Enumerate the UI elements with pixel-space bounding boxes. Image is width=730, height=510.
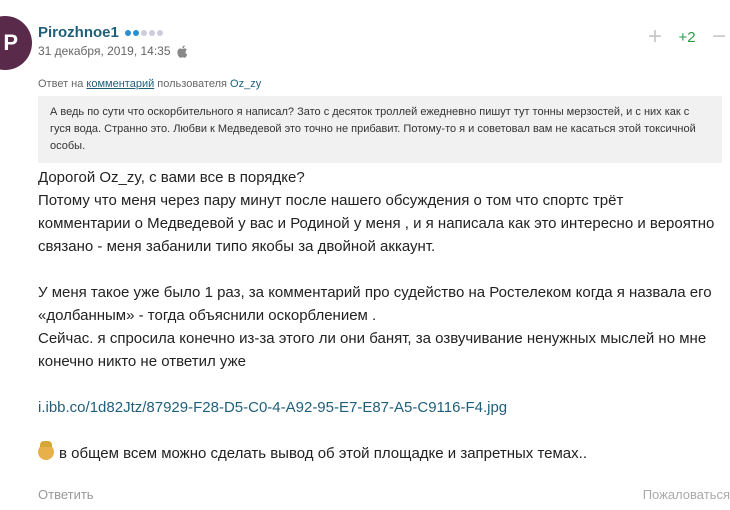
avatar-letter: P xyxy=(3,30,18,55)
downvote-button[interactable]: − xyxy=(711,23,726,50)
reply-to-middle: пользователя xyxy=(157,78,227,90)
image-link[interactable]: i.ibb.co/1d82Jtz/87929-F28-D5-C0-4-A92-95-E7-E87-A5-C9116-F4.jpg xyxy=(38,399,508,416)
username[interactable]: Pirozhnoe1 xyxy=(38,24,119,41)
quoted-comment: А ведь по сути что оскорбительного я написал? Зато с десяток троллей ежедневно пишут тут тонны мерзостей, и с них как с гуся вода. Странно это. Любви к Медведевой это точно не прибавит. Потому-то я и советовал вам не касаться этой токсичной особы. xyxy=(38,96,722,163)
body-last-text: в общем всем можно сделать вывод об этой площадке и запретных темах.. xyxy=(59,445,587,462)
rating-dot xyxy=(157,30,163,36)
comment-author[interactable] xyxy=(38,24,163,41)
vote-widget xyxy=(644,23,730,50)
body-last-line xyxy=(38,442,718,465)
user-rating-dots xyxy=(125,30,163,36)
body-paragraph: Потому что меня через пару минут после нашего обсуждения о том что спортс трёт комментарии о Медведевой у вас и Родиной у меня , и я написала как это интересно и вероятно связано - меня забанили типо якобы за двойной аккаунт. xyxy=(38,192,715,255)
reply-to-comment-link[interactable]: комментарий xyxy=(86,78,155,90)
reply-to-line xyxy=(38,78,261,90)
date-text: 31 декабря, 2019, 14:35 xyxy=(38,44,171,58)
body-paragraph: Сейчас. я спросила конечно из-за этого ли они банят, за озвучивание ненужных мыслей но мне конечно никто не ответил уже xyxy=(38,330,707,370)
reply-to-user[interactable]: Oz_zy xyxy=(230,78,262,90)
body-paragraph: У меня такое уже было 1 раз, за комментарий про судейство на Ростелеком когда я назвала его «долбанным» - тогда объяснили оскорблением . xyxy=(38,284,712,324)
rating-dot xyxy=(133,30,139,36)
apple-icon xyxy=(177,45,188,58)
report-button[interactable]: Пожаловаться xyxy=(642,487,730,502)
upvote-button[interactable]: + xyxy=(647,23,662,50)
comment-date xyxy=(38,44,188,58)
emoji-icon xyxy=(38,444,54,460)
comment-body xyxy=(38,166,718,465)
avatar[interactable] xyxy=(0,16,32,70)
rating-dot xyxy=(149,30,155,36)
rating-dot xyxy=(141,30,147,36)
vote-score: +2 xyxy=(678,28,696,46)
rating-dot xyxy=(125,30,131,36)
body-line-greeting: Дорогой Oz_zy, с вами все в порядке? xyxy=(38,169,305,186)
reply-to-prefix: Ответ на xyxy=(38,78,84,90)
reply-button[interactable]: Ответить xyxy=(38,487,94,502)
